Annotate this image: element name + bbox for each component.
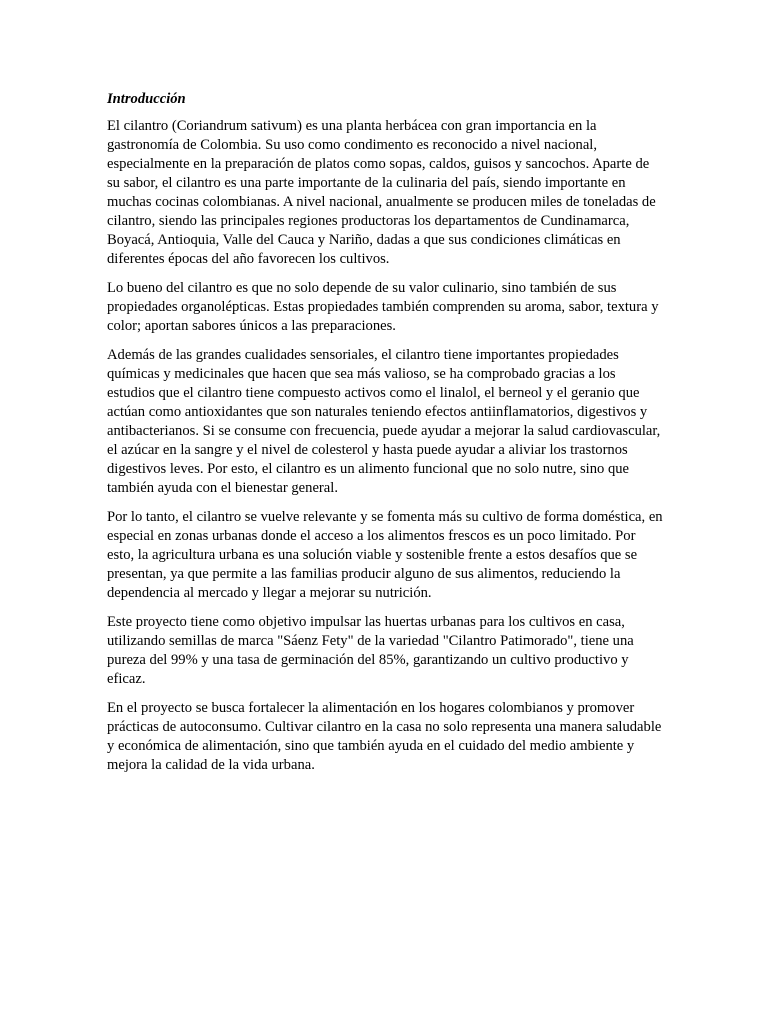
paragraph-4: Por lo tanto, el cilantro se vuelve relevante y se fomenta más su cultivo de forma doméstica, en especial en zonas urbanas donde el acceso a los alimentos frescos es un poco limitado. Por esto, la agricultura urbana es una solución viable y sostenible frente a estos desafíos que se presentan, ya que permite a las familias producir alguno de sus alimentos, reduciendo la dependencia al mercado y llegar a mejorar su nutrición. <box>107 509 663 601</box>
paragraph-2: Lo bueno del cilantro es que no solo depende de su valor culinario, sino también de sus propiedades organolépticas. Estas propiedades también comprenden su aroma, sabor, textura y color; aportan sabores únicos a las preparaciones. <box>107 280 659 334</box>
paragraph-1: El cilantro (Coriandrum sativum) es una planta herbácea con gran importancia en la gastronomía de Colombia. Su uso como condimento es reconocido a nivel nacional, especialmente en la preparación de platos como sopas, caldos, guisos y sancochos. Aparte de su sabor, el cilantro es una parte importante de la culinaria del país, siendo importante en muchas cocinas colombianas. A nivel nacional, anualmente se producen miles de toneladas de cilantro, siendo las principales regiones productoras los departamentos de Cundinamarca, Boyacá, Antioquia, Valle del Cauca y Nariño, dadas a que sus condiciones climáticas en diferentes épocas del año favorecen los cultivos. <box>107 118 656 267</box>
paragraph-6: En el proyecto se busca fortalecer la alimentación en los hogares colombianos y promover prácticas de autoconsumo. Cultivar cilantro en la casa no solo representa una manera saludable y económica de alimentación, sino que también ayuda en el cuidado del medio ambiente y mejora la calidad de la vida urbana. <box>107 700 662 773</box>
document-body <box>107 90 663 785</box>
paragraph-3: Además de las grandes cualidades sensoriales, el cilantro tiene importantes propiedades químicas y medicinales que hacen que sea más valioso, se ha comprobado gracias a los estudios que el cilantro tiene compuesto activos como el linalol, el berneol y el geranio que actúan como antioxidantes que son naturales teniendo efectos antiinflamatorios, digestivos y antibacterianos. Si se consume con frecuencia, puede ayudar a mejorar la salud cardiovascular, el azúcar en la sangre y el nivel de colesterol y hasta puede ayudar a aliviar los trastornos digestivos leves. Por esto, el cilantro es un alimento funcional que no solo nutre, sino que también ayuda con el bienestar general. <box>107 347 661 496</box>
section-heading: Introducción <box>107 91 186 107</box>
paragraph-5: Este proyecto tiene como objetivo impulsar las huertas urbanas para los cultivos en casa, utilizando semillas de marca "Sáenz Fety" de la variedad "Cilantro Patimorado", tiene una pureza del 99% y una tasa de germinación del 85%, garantizando un cultivo productivo y eficaz. <box>107 614 634 687</box>
